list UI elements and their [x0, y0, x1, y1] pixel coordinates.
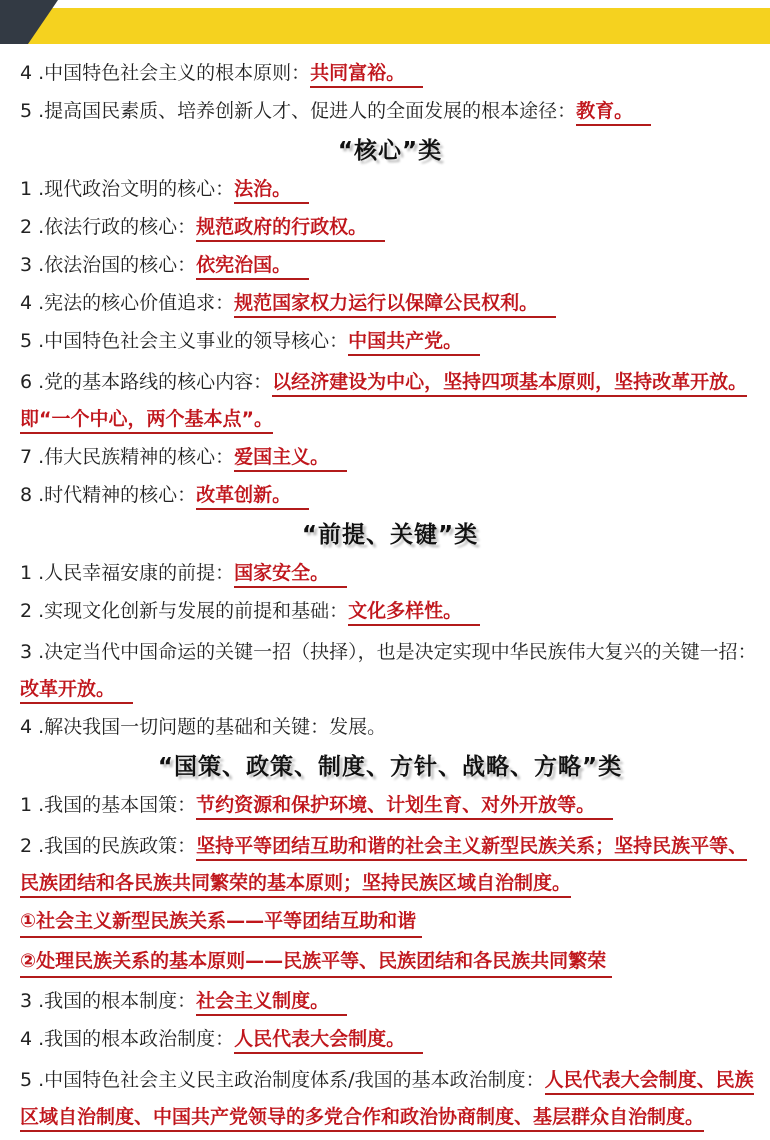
question-text: 2 .实现文化创新与发展的前提和基础： — [20, 600, 349, 622]
list-item — [20, 596, 760, 626]
question-text: 3 .我国的根本制度： — [20, 990, 197, 1012]
answer-text: 法治。 — [234, 178, 309, 204]
answer-text: 规范国家权力运行以保障公民权利。 — [234, 292, 556, 318]
answer-text: 社会主义制度。 — [196, 990, 347, 1016]
list-item — [20, 480, 760, 510]
list-item — [20, 828, 760, 902]
list-item — [20, 58, 760, 88]
list-item — [20, 96, 760, 126]
answer-text: 国家安全。 — [234, 562, 347, 588]
question-text: 2 .我国的民族政策： — [20, 835, 197, 857]
answer-text: 人民代表大会制度、民族区域自治制度、中国共产党领导的多党合作和政治协商制度、基层群众自治制度。 — [20, 1069, 754, 1132]
list-item — [20, 986, 760, 1016]
question-text: 5 .中国特色社会主义民主政治制度体系/我国的基本政治制度： — [20, 1069, 545, 1091]
answer-text: 中国共产党。 — [348, 330, 480, 356]
question-text: 7 .伟大民族精神的核心： — [20, 446, 235, 468]
list-item — [20, 364, 760, 438]
list-item — [20, 712, 760, 742]
list-item — [20, 326, 760, 356]
sub-note: ②处理民族关系的基本原则——民族平等、民族团结和各民族共同繁荣 — [20, 946, 612, 978]
question-text: 4 .我国的根本政治制度： — [20, 1028, 235, 1050]
question-text: 2 .依法行政的核心： — [20, 216, 197, 238]
answer-text: 坚持平等团结互助和谐的社会主义新型民族关系；坚持民族平等、民族团结和各民族共同繁荣的基本原则；坚持民族区域自治制度。 — [20, 835, 747, 898]
question-text: 6 .党的基本路线的核心内容： — [20, 371, 273, 393]
answer-text: 改革开放。 — [20, 678, 133, 704]
list-item — [20, 442, 760, 472]
list-item — [20, 1024, 760, 1054]
question-text: 1 .人民幸福安康的前提： — [20, 562, 235, 584]
answer-text: 以经济建设为中心，坚持四项基本原则，坚持改革开放。即“一个中心，两个基本点”。 — [20, 371, 747, 434]
answer-text: 教育。 — [576, 100, 651, 126]
answer-text: 共同富裕。 — [310, 62, 423, 88]
question-text: 4 .中国特色社会主义的根本原则： — [20, 62, 311, 84]
header-banner — [0, 0, 770, 44]
list-item — [20, 634, 760, 708]
answer-text: 爱国主义。 — [234, 446, 347, 472]
question-text: 3 .依法治国的核心： — [20, 254, 197, 276]
question-text: 4 .解决我国一切问题的基础和关键：发展。 — [20, 716, 387, 738]
question-text: 1 .现代政治文明的核心： — [20, 178, 235, 200]
banner-yellow-stripe — [20, 8, 770, 44]
answer-text: 规范政府的行政权。 — [196, 216, 385, 242]
list-item — [20, 1062, 760, 1136]
sub-note: ①社会主义新型民族关系——平等团结互助和谐 — [20, 906, 422, 938]
section-heading: “核心”类 — [337, 138, 443, 164]
list-item — [20, 174, 760, 204]
list-item — [20, 250, 760, 280]
section-heading: “前提、关键”类 — [301, 522, 479, 548]
list-item — [20, 288, 760, 318]
answer-text: 人民代表大会制度。 — [234, 1028, 423, 1054]
answer-text: 依宪治国。 — [196, 254, 309, 280]
question-text: 5 .提高国民素质、培养创新人才、促进人的全面发展的根本途径： — [20, 100, 577, 122]
question-text: 1 .我国的基本国策： — [20, 794, 197, 816]
question-text: 3 .决定当代中国命运的关键一招（抉择），也是决定实现中华民族伟大复兴的关键一招： — [20, 641, 757, 663]
question-text: 8 .时代精神的核心： — [20, 484, 197, 506]
answer-text: 文化多样性。 — [348, 600, 480, 626]
list-item — [20, 212, 760, 242]
question-text: 5 .中国特色社会主义事业的领导核心： — [20, 330, 349, 352]
notes-content — [20, 58, 760, 1140]
answer-text: 改革创新。 — [196, 484, 309, 510]
section-heading: “国策、政策、制度、方针、战略、方略”类 — [157, 754, 623, 780]
answer-text: 节约资源和保护环境、计划生育、对外开放等。 — [196, 794, 613, 820]
question-text: 4 .宪法的核心价值追求： — [20, 292, 235, 314]
list-item — [20, 558, 760, 588]
list-item — [20, 790, 760, 820]
